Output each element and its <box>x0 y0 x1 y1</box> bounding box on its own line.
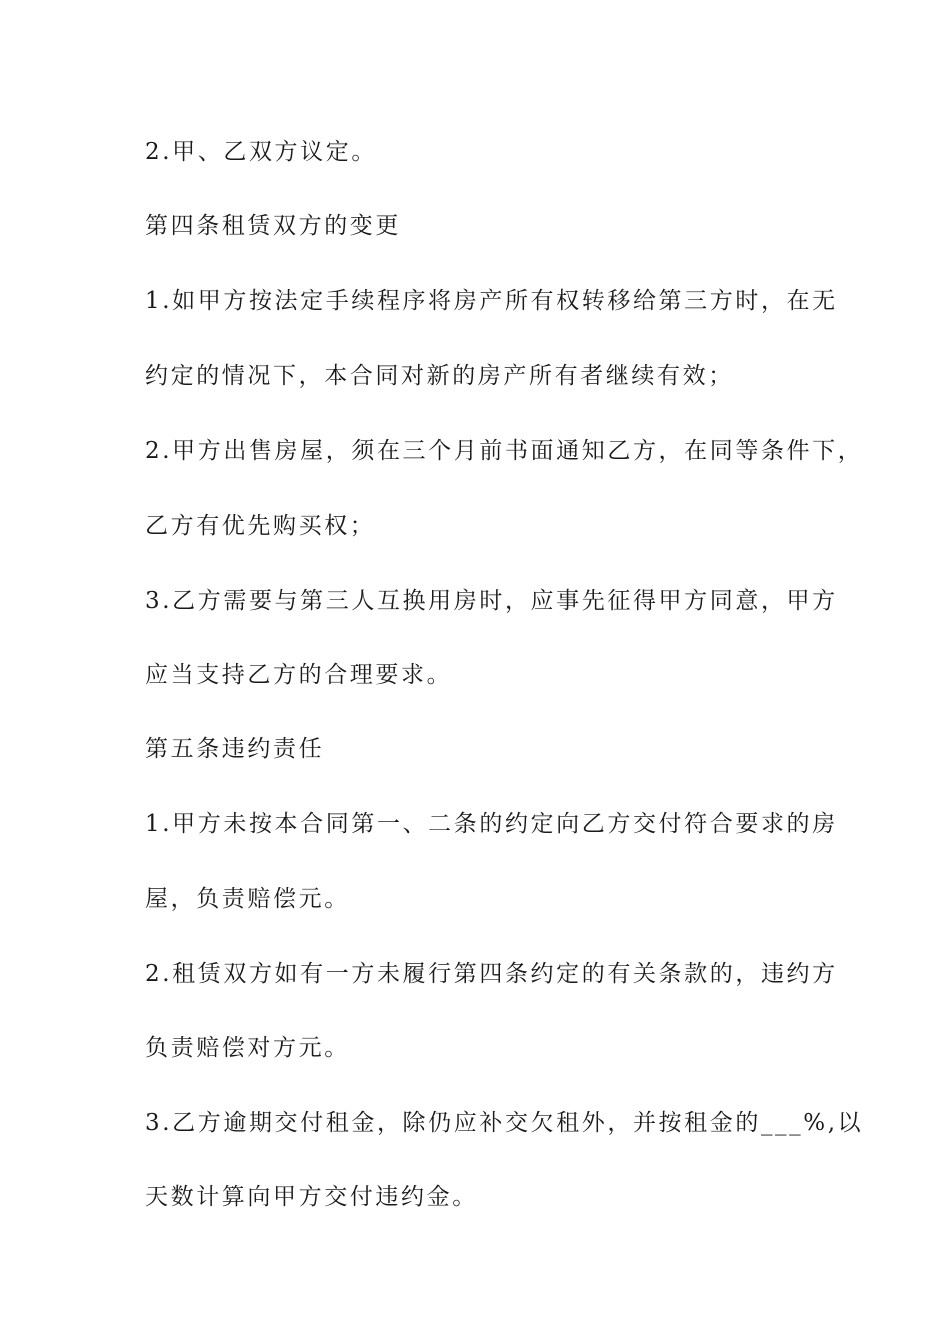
paragraph-line: 2.租赁双方如有一方未履行第四条约定的有关条款的，违约方 <box>145 961 838 987</box>
paragraph-line: 2.甲、乙双方议定。 <box>145 139 377 165</box>
section-heading: 第四条租赁双方的变更 <box>145 213 401 239</box>
paragraph-line: 3.乙方需要与第三人互换用房时，应事先征得甲方同意，甲方 <box>145 588 838 614</box>
paragraph-line: 1.甲方未按本合同第一、二条的约定向乙方交付符合要求的房 <box>145 811 838 837</box>
paragraph-line: 1.如甲方按法定手续程序将房产所有权转移给第三方时，在无 <box>145 288 838 314</box>
paragraph-line: 负责赔偿对方元。 <box>145 1035 350 1061</box>
paragraph-line: 2.甲方出售房屋，须在三个月前书面通知乙方，在同等条件下， <box>145 438 864 464</box>
paragraph-line: 应当支持乙方的合理要求。 <box>145 662 453 688</box>
paragraph-line: 屋，负责赔偿元。 <box>145 886 350 912</box>
paragraph-line: 天数计算向甲方交付违约金。 <box>145 1184 478 1210</box>
paragraph-line: 约定的情况下，本合同对新的房产所有者继续有效； <box>145 363 734 389</box>
paragraph-line: 乙方有优先购买权； <box>145 513 376 539</box>
paragraph-line: 3.乙方逾期交付租金，除仍应补交欠租外，并按租金的___%,以 <box>145 1110 864 1136</box>
section-heading: 第五条违约责任 <box>145 736 325 762</box>
